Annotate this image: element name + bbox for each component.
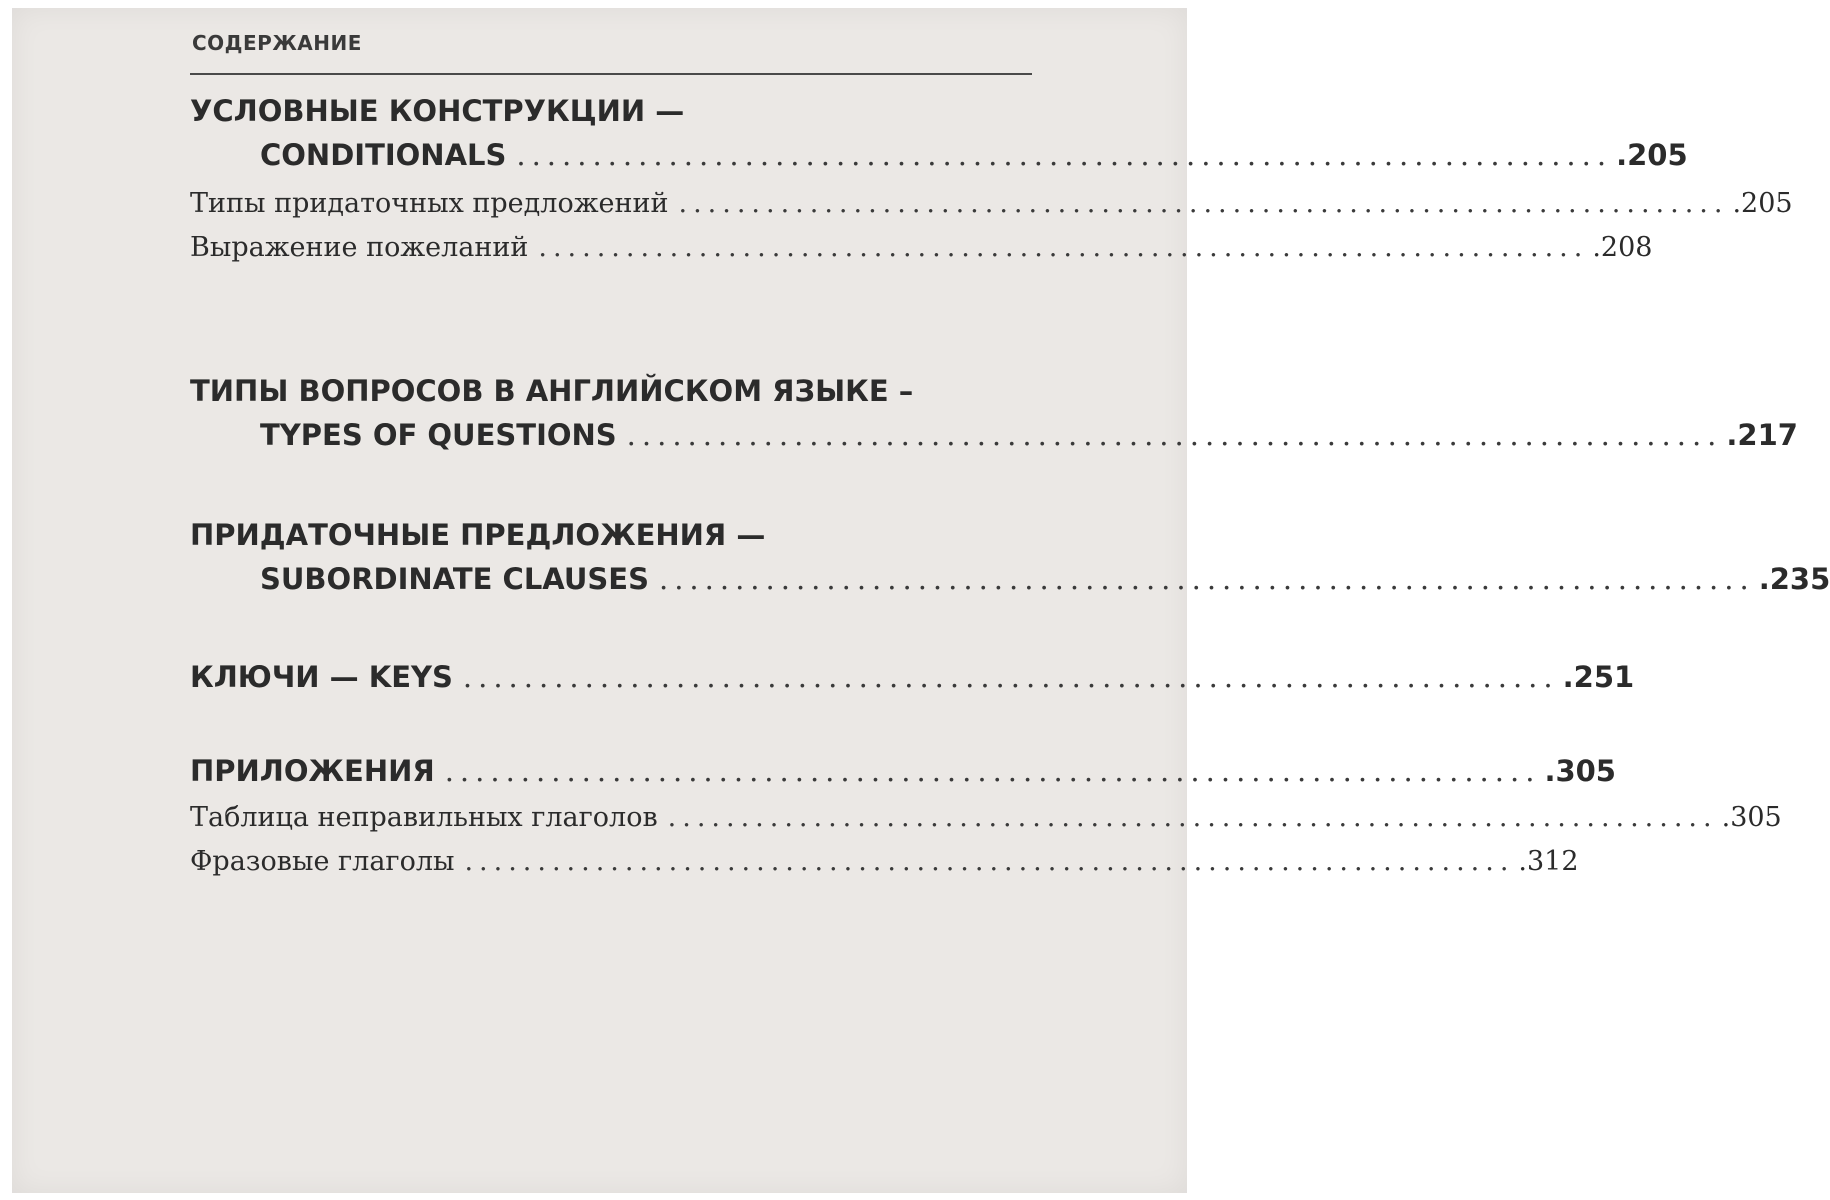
toc-questions-title-line2: TYPES OF QUESTIONS xyxy=(260,418,617,452)
toc-item-label: Выражение пожеланий xyxy=(190,232,529,263)
toc-item-label: Фразовые глаголы xyxy=(190,846,455,877)
toc-entry-irregular-verbs[interactable] xyxy=(190,802,1782,846)
toc-entry-subordinate-types[interactable] xyxy=(190,188,1793,232)
dot-leader: ........................................................................ xyxy=(516,138,1613,172)
running-header: СОДЕРЖАНИЕ xyxy=(192,31,362,55)
dot-leader: ........................................................................ xyxy=(626,418,1723,452)
toc-questions-title-line1: ТИПЫ ВОПРОСОВ В АНГЛИЙСКОМ ЯЗЫКЕ – xyxy=(190,374,914,408)
dot-leader: ........................................................................ xyxy=(667,802,1718,833)
toc-entry-keys[interactable] xyxy=(190,660,1635,704)
toc-clauses-page: .235 xyxy=(1758,562,1830,596)
dot-leader: ........................................................................ xyxy=(462,660,1559,694)
toc-item-page: .208 xyxy=(1592,232,1653,263)
toc-clauses-title-line2: SUBORDINATE CLAUSES xyxy=(260,562,649,596)
header-rule xyxy=(190,73,1032,75)
toc-item-page: .312 xyxy=(1518,846,1579,877)
toc-entry-appendix[interactable] xyxy=(190,754,1616,798)
dot-leader: ........................................................................ xyxy=(444,754,1541,788)
toc-item-page: .305 xyxy=(1721,802,1782,833)
toc-conditionals-title-line2: CONDITIONALS xyxy=(260,138,507,172)
dot-leader: ........................................................................ xyxy=(678,188,1729,219)
toc-entry-clauses[interactable] xyxy=(190,562,1830,606)
toc-item-label: Типы придаточных предложений xyxy=(190,188,669,219)
toc-questions-page: .217 xyxy=(1726,418,1798,452)
dot-leader: ........................................................................ xyxy=(464,846,1515,877)
toc-keys-page: .251 xyxy=(1562,660,1635,694)
dot-leader: ........................................................................ xyxy=(538,232,1589,263)
toc-entry-questions[interactable] xyxy=(190,418,1798,462)
toc-clauses-title-line1: ПРИДАТОЧНЫЕ ПРЕДЛОЖЕНИЯ — xyxy=(190,518,766,552)
toc-appendix-title: ПРИЛОЖЕНИЯ xyxy=(190,754,435,788)
toc-conditionals-title-line1: УСЛОВНЫЕ КОНСТРУКЦИИ — xyxy=(190,94,685,128)
dot-leader: ........................................................................ xyxy=(658,562,1755,596)
toc-keys-title: КЛЮЧИ — KEYS xyxy=(190,660,453,694)
toc-appendix-page: .305 xyxy=(1544,754,1616,788)
toc-entry-wishes[interactable] xyxy=(190,232,1653,276)
toc-entry-phrasal-verbs[interactable] xyxy=(190,846,1579,890)
toc-entry-conditionals[interactable] xyxy=(190,138,1688,182)
toc-conditionals-page: .205 xyxy=(1616,138,1688,172)
toc-item-label: Таблица неправильных глаголов xyxy=(190,802,658,833)
toc-item-page: .205 xyxy=(1732,188,1793,219)
